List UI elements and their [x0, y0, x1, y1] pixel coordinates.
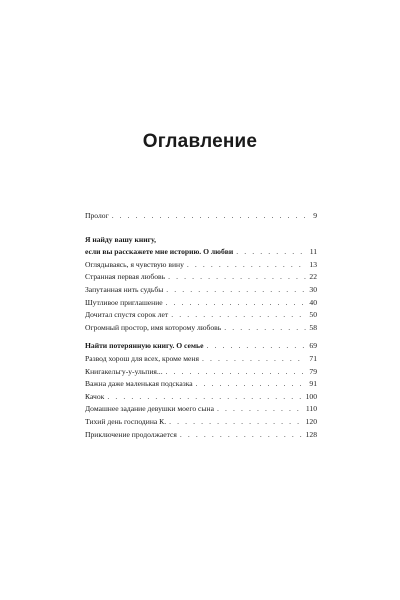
toc-entry-label: Приключение продолжается	[85, 429, 177, 439]
toc-entry	[85, 391, 317, 404]
toc-entry-page: 9	[313, 211, 317, 220]
toc-entry-label: Важна даже маленькая подсказка	[85, 379, 193, 389]
toc-entry-label: Книгакельгу-у-ульпия...	[85, 366, 163, 376]
dot-leader	[166, 366, 307, 379]
toc-entry-page: 79	[309, 366, 317, 376]
toc-entry-page: 11	[309, 247, 317, 257]
toc-entry-label: Дочитал спустя сорок лет	[85, 310, 169, 320]
dot-leader	[217, 403, 303, 416]
toc-entry	[85, 378, 317, 391]
toc-entry-page: 91	[309, 379, 317, 389]
page-title: Оглавление	[142, 131, 258, 152]
toc-entry-page: 69	[309, 341, 317, 351]
dot-leader	[224, 322, 306, 335]
dot-leader	[196, 378, 307, 391]
toc-part-title	[85, 246, 317, 259]
toc-entry-label: Странная первая любовь	[85, 272, 166, 282]
toc-part-title-line: Найти потерянную книгу. О семье	[85, 341, 204, 351]
toc-entry	[85, 271, 317, 284]
toc-entry-page: 71	[309, 353, 317, 363]
toc-entry	[85, 416, 317, 429]
toc-part-title	[85, 234, 317, 247]
toc-entry-page: 58	[309, 322, 317, 332]
dot-leader	[169, 416, 302, 429]
toc-entry	[85, 322, 317, 335]
toc-entry	[85, 429, 317, 442]
dot-leader	[168, 271, 306, 284]
toc-entry	[85, 284, 317, 297]
toc-entry-prologue	[85, 210, 317, 223]
toc-entry-label: Домашнее задание девушки моего сына	[85, 404, 214, 414]
dot-leader	[112, 210, 311, 223]
toc-entry-page: 50	[309, 310, 317, 320]
toc-entry-label: Огромный простор, имя которому любовь	[85, 322, 222, 332]
toc-entry-page: 22	[309, 272, 317, 282]
dot-leader	[206, 340, 306, 353]
toc-part	[85, 234, 317, 335]
dot-leader	[187, 259, 307, 272]
dot-leader	[236, 246, 306, 259]
dot-leader	[166, 297, 307, 310]
toc-entry-label: Запутанная нить судьбы	[85, 284, 164, 294]
toc-entry-page: 120	[305, 416, 317, 426]
toc-part-title-line: Я найду вашу книгу,	[85, 234, 156, 244]
toc-entry-label: Шутливое приглашение	[85, 297, 163, 307]
dot-leader	[171, 309, 306, 322]
toc-entry	[85, 403, 317, 416]
toc-entry-label: Развод хорош для всех, кроме меня	[85, 353, 199, 363]
toc-entry-label: Пролог	[85, 211, 109, 220]
toc-entry	[85, 297, 317, 310]
toc-entry-label: Тихий день господина К.	[85, 416, 167, 426]
toc-entry-page: 40	[309, 297, 317, 307]
toc-entry-page: 128	[305, 429, 317, 439]
dot-leader	[180, 429, 303, 442]
toc-entry	[85, 366, 317, 379]
toc-part	[85, 340, 317, 441]
toc-entry-page: 13	[309, 259, 317, 269]
dot-leader	[166, 284, 306, 297]
toc-entry-page: 30	[309, 284, 317, 294]
dot-leader	[107, 391, 302, 404]
toc-entry-page: 100	[305, 391, 317, 401]
toc-entry	[85, 259, 317, 272]
dot-leader	[202, 353, 306, 366]
table-of-contents	[85, 210, 317, 441]
toc-part-title-line: если вы расскажете мне историю. О любви	[85, 247, 234, 257]
toc-entry	[85, 353, 317, 366]
toc-entry	[85, 309, 317, 322]
toc-entry-page: 110	[305, 404, 317, 414]
toc-entry-label: Оглядываясь, я чувствую вину	[85, 259, 184, 269]
toc-entry-label: Качок	[85, 391, 105, 401]
toc-part-title	[85, 340, 317, 353]
